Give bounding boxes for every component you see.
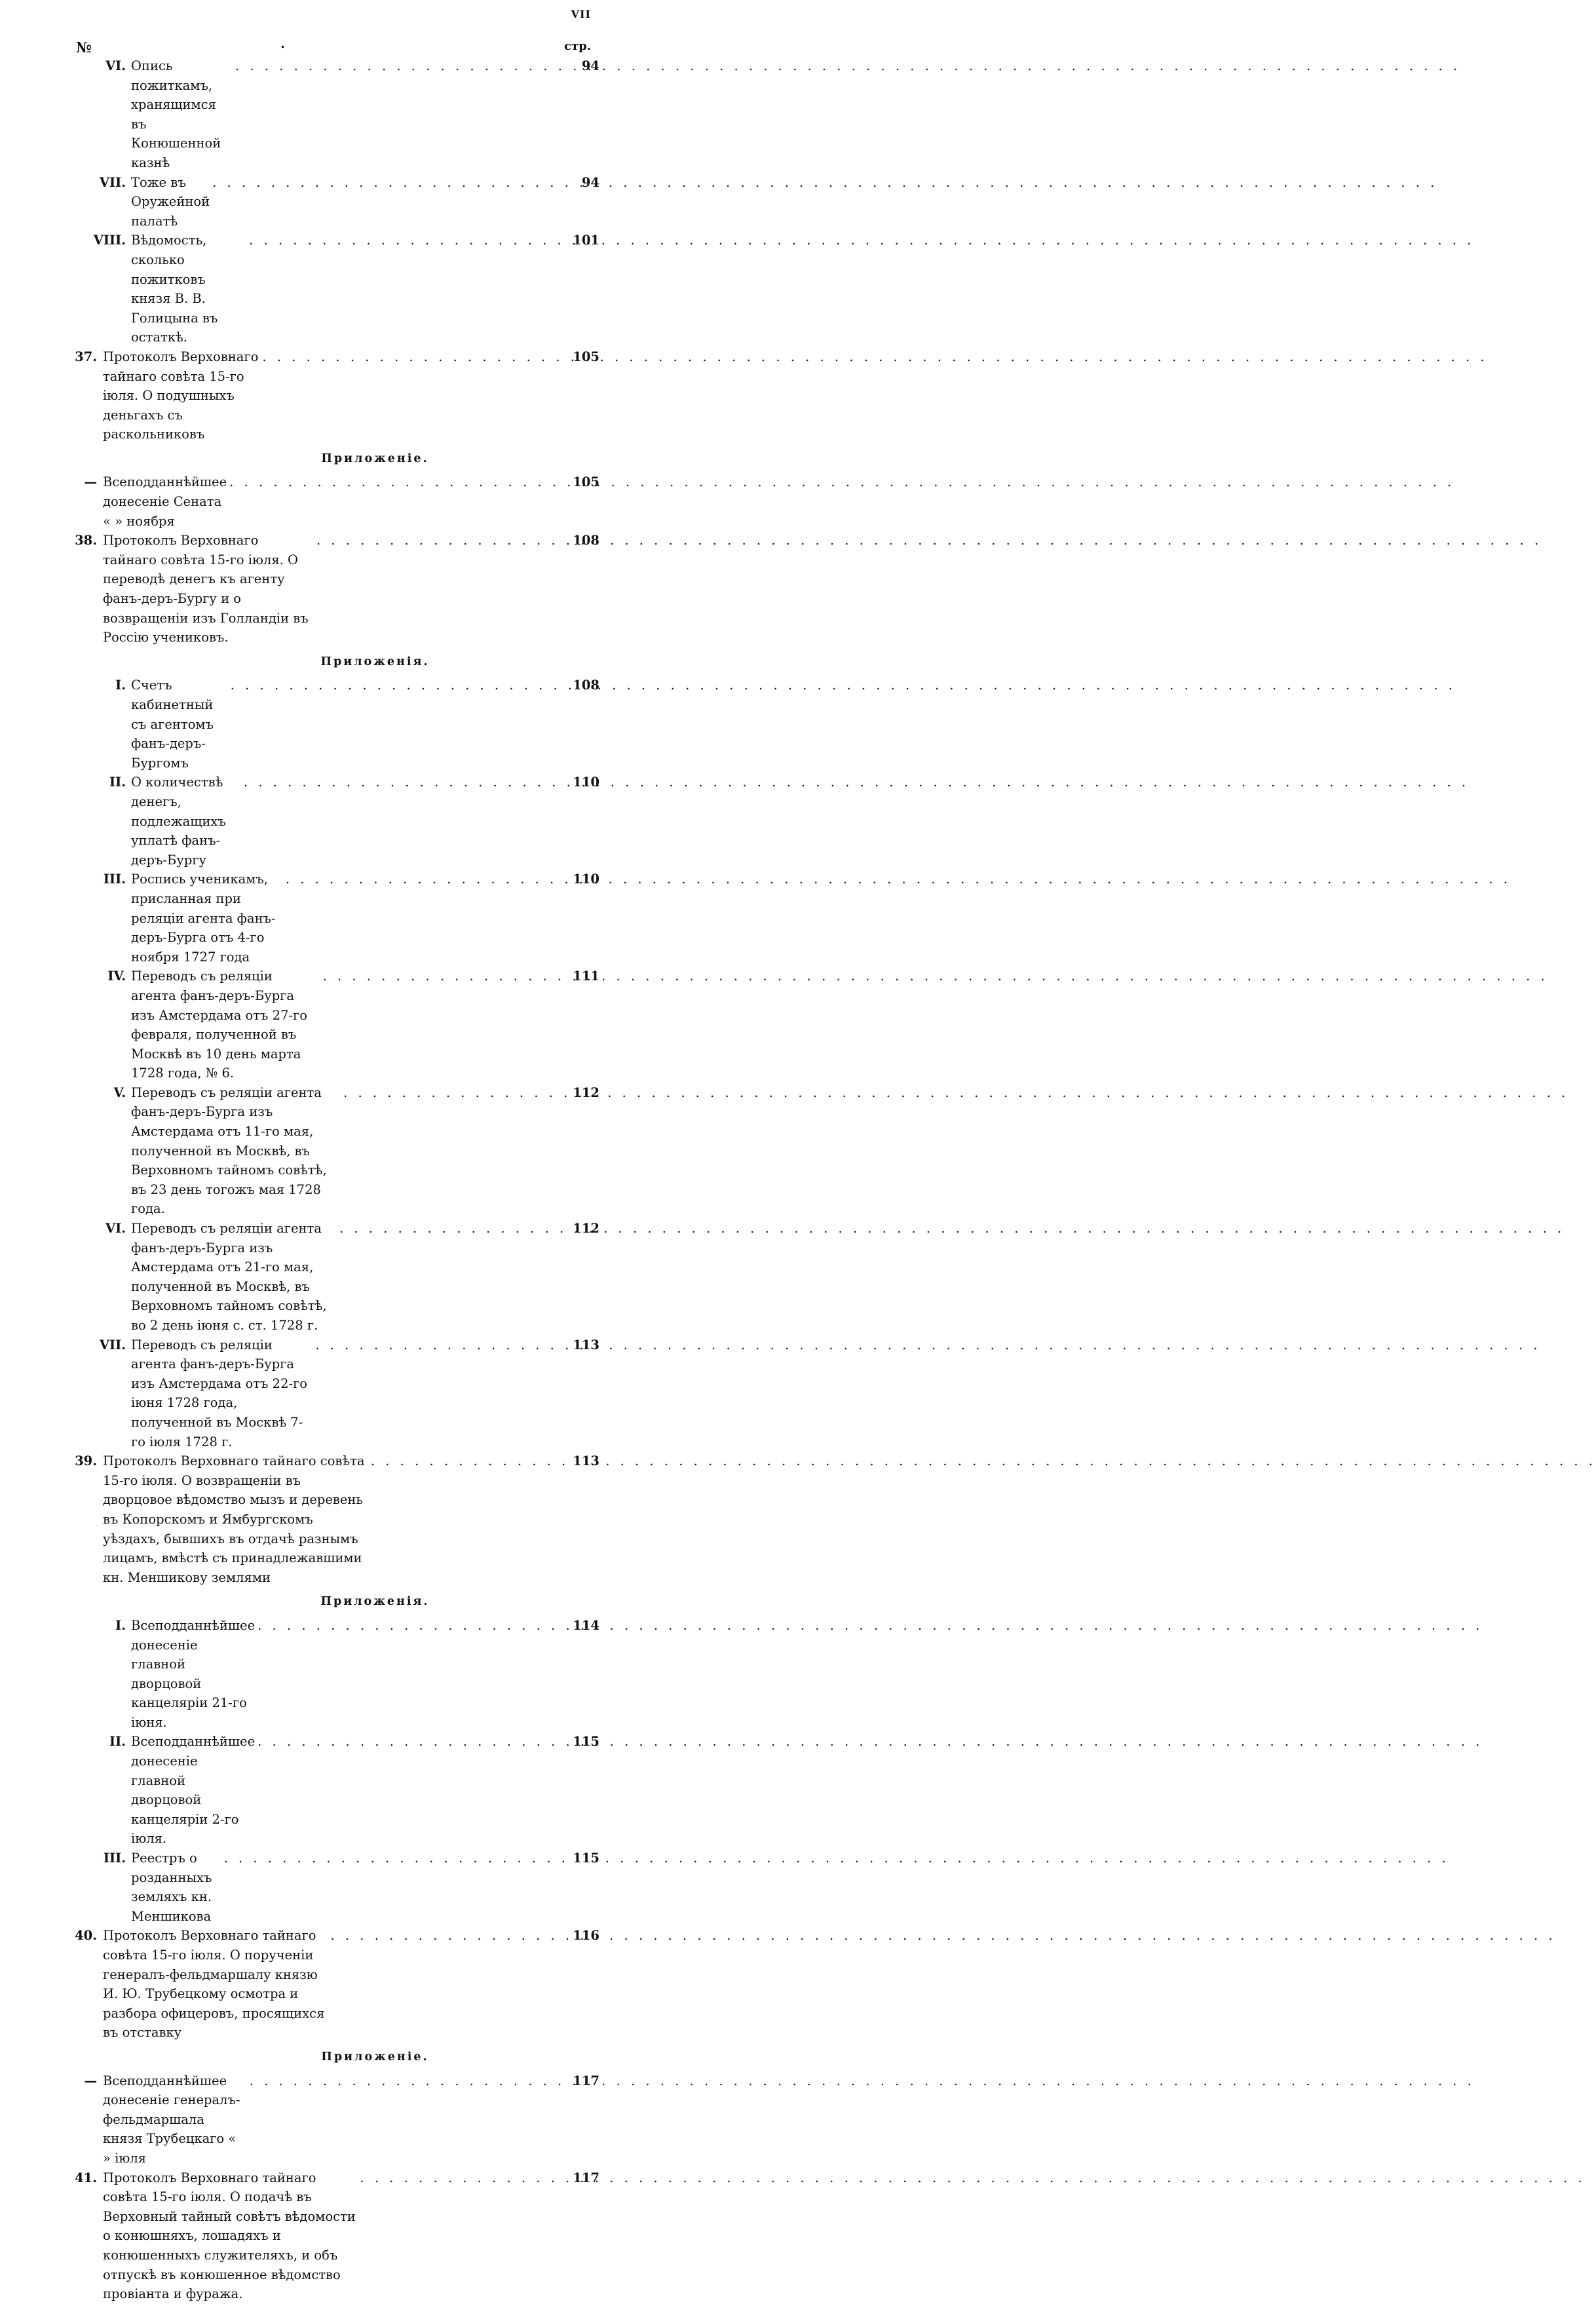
entry-number: VI. [105, 58, 126, 73]
dot-leader [221, 1849, 572, 1868]
page-reference: 110 [573, 775, 599, 790]
entry-title: Протоколъ Верховнаго тайнаго совѣта 15-го іюля. О порученіи генералъ-фельдмаршалу князю И. Ю. Трубецкому осмотра и разбора офицеровъ, просящихся въ отставку [103, 1928, 325, 2041]
number-column-label: № [76, 39, 92, 56]
entry-number: VII. [99, 174, 126, 190]
entry-title: Протоколъ Верховнаго тайнаго совѣта 15-го іюля. О возвращеніи въ дворцовое вѣдомство мызъ и деревень въ Копорскомъ и Ямбургскомъ уѣздахъ, бывшихъ въ отдачѣ разнымъ лицамъ, вмѣстѣ съ принадлежавшими кн. Меншикову землями [103, 1453, 365, 1585]
dot-leader [341, 1083, 572, 1103]
entry-number: — [84, 474, 97, 490]
entry-title: Роспись ученикамъ, присланная при реляціи агента фанъ-деръ-Бурга отъ 4-го ноября 1727 года [131, 872, 276, 965]
column-header [76, 35, 591, 56]
page-reference: 114 [573, 1617, 599, 1633]
dot-leader [357, 2168, 572, 2188]
entry-title: Реестръ о розданныхъ земляхъ кн. Меншикова [131, 1851, 212, 1924]
toc-entry [72, 472, 599, 531]
entry-title: Всеподданнѣйшее донесеніе главной дворцовой канцеляріи 2-го іюля. [131, 1734, 256, 1847]
dot-leader [255, 1616, 572, 1636]
page-column-label: стр. [564, 39, 591, 53]
entry-title: Протоколъ Верховнаго тайнаго совѣта 15-го іюля. О подушныхъ деньгахъ съ раскольниковъ [103, 349, 259, 442]
page-reference: 116 [573, 1928, 599, 1944]
toc-subentry [72, 773, 599, 870]
page-reference: 108 [573, 533, 599, 548]
page-reference: 105 [573, 349, 599, 364]
page-reference: 112 [573, 1221, 599, 1237]
entry-title: Переводъ съ реляціи агента фанъ-деръ-Бурга изъ Амстердама отъ 21-го мая, полученной въ Москвѣ, въ Верховномъ тайномъ совѣтѣ, во 2 день іюня с. ст. 1728 г. [131, 1221, 327, 1333]
table-of-contents [72, 56, 599, 2304]
toc-subentry [72, 1732, 599, 1849]
entry-title: О количествѣ денегъ, подлежащихъ уплатѣ фанъ-деръ-Бургу [131, 775, 226, 868]
dot-leader [320, 967, 572, 986]
entry-title: Переводъ съ реляціи агента фанъ-деръ-Бурга изъ Амстердама отъ 11-го мая, полученной въ Москвѣ, въ Верховномъ тайномъ совѣтѣ, въ 23 день тогожъ мая 1728 года. [131, 1085, 327, 1217]
dot-leader [247, 2071, 572, 2091]
entry-title: Всеподданнѣйшее донесеніе Сената « » ноября [103, 474, 227, 529]
page-number: VII [571, 8, 591, 20]
entry-number: II. [109, 775, 126, 790]
dot-leader [313, 1335, 572, 1355]
dot-leader [328, 1926, 573, 1946]
page-reference: 94 [581, 58, 599, 73]
entry-number: 39. [75, 1453, 97, 1469]
page-reference: 111 [573, 969, 599, 984]
entry-number: III. [103, 1851, 126, 1866]
toc-subentry [72, 1083, 599, 1219]
entry-number: II. [109, 1734, 126, 1750]
dot-leader [368, 1451, 572, 1471]
entry-number: VI. [105, 1221, 126, 1237]
entry-title: Всеподданнѣйшее донесеніе генералъ-фельдмаршала князя Трубецкаго « » іюля [103, 2073, 240, 2166]
toc-subentry [72, 870, 599, 967]
toc-subentry [72, 1616, 599, 1733]
entry-number: VIII. [93, 233, 126, 248]
appendix-heading: Приложеніе. [321, 451, 429, 465]
page-reference: 113 [573, 1453, 599, 1469]
toc-subentry [72, 676, 599, 773]
toc-subentry [72, 173, 599, 231]
entry-number: I. [115, 1617, 126, 1633]
page-reference: 94 [581, 174, 599, 190]
toc-entry [72, 1451, 599, 1587]
page-reference: 105 [573, 474, 599, 490]
toc-entry [72, 2168, 599, 2304]
toc-entry [72, 531, 599, 647]
toc-subentry [72, 56, 599, 173]
dot-leader [210, 173, 572, 193]
toc-subentry [72, 1219, 599, 1335]
entry-title: Вѣдомость, сколько пожитковъ князя В. В. Голицына въ остаткѣ. [131, 233, 218, 345]
page-reference: 117 [573, 2073, 599, 2088]
toc-subentry [72, 231, 599, 347]
dot-leader [337, 1219, 572, 1238]
dot-leader [259, 347, 572, 367]
toc-entry [72, 2071, 599, 2168]
dot-leader [283, 870, 572, 889]
toc-entry [72, 347, 599, 444]
page-reference: 115 [573, 1734, 599, 1750]
entry-number: 37. [75, 349, 97, 364]
entry-number: 41. [75, 2170, 97, 2185]
entry-number: I. [115, 678, 126, 693]
entry-title: Счетъ кабинетный съ агентомъ фанъ-деръ-Бургомъ [131, 678, 214, 771]
toc-subentry [72, 1335, 599, 1452]
entry-number: V. [113, 1085, 126, 1100]
entry-title: Протоколъ Верховнаго тайнаго совѣта 15-го іюля. О подачѣ въ Верховный тайный совѣтъ вѣдомости о конюшняхъ, лошадяхъ и конюшенныхъ служителяхъ, и объ отпускѣ въ конюшенное вѣдомство провіанта и фуража. [103, 2170, 356, 2302]
entry-number: IV. [107, 969, 126, 984]
entry-title: Протоколъ Верховнаго тайнаго совѣта 15-го іюля. О переводѣ денегъ къ агенту фанъ-деръ-Бургу и о возвращеніи изъ Голландіи въ Россію учениковъ. [103, 533, 309, 645]
appendix-heading: Приложеніе. [321, 2050, 429, 2064]
dot-leader [314, 531, 572, 550]
appendix-heading: Приложенія. [320, 655, 430, 668]
entry-title: Тоже въ Оружейной палатѣ [131, 174, 210, 229]
dot-leader [241, 773, 572, 792]
dot-leader [227, 472, 572, 492]
entry-title: Переводъ съ реляціи агента фанъ-деръ-Бурга изъ Амстердама отъ 22-го іюня 1728 года, полученной въ Москвѣ 7-го іюля 1728 г. [131, 1337, 308, 1450]
dot-leader [233, 56, 572, 76]
entry-number: 38. [75, 533, 97, 548]
page-reference: 117 [573, 2170, 599, 2185]
entry-number: 40. [75, 1928, 97, 1944]
page-reference: 108 [573, 678, 599, 693]
entry-title: Всеподданнѣйшее донесеніе главной дворцовой канцеляріи 21-го іюня. [131, 1617, 256, 1730]
page-reference: 110 [573, 872, 599, 887]
entry-number: VII. [99, 1337, 126, 1353]
toc-entry [72, 1926, 599, 2043]
page-reference: 112 [573, 1085, 599, 1100]
page-reference: 101 [573, 233, 599, 248]
page-reference: 115 [573, 1851, 599, 1866]
dot-leader [246, 231, 572, 250]
toc-subentry [72, 967, 599, 1083]
dot-leader [228, 676, 572, 695]
entry-title: Опись пожиткамъ, хранящимся въ Конюшенной казнѣ [131, 58, 221, 170]
header-dot: . [280, 35, 285, 51]
page-reference: 113 [573, 1337, 599, 1353]
entry-number: III. [103, 872, 126, 887]
entry-title: Переводъ съ реляціи агента фанъ-деръ-Бурга изъ Амстердама отъ 27-го февраля, полученной въ Москвѣ въ 10 день марта 1728 года, № 6. [131, 969, 308, 1081]
entry-number: — [84, 2073, 97, 2088]
dot-leader [255, 1732, 572, 1752]
toc-subentry [72, 1849, 599, 1926]
appendix-heading: Приложенія. [320, 1595, 430, 1609]
